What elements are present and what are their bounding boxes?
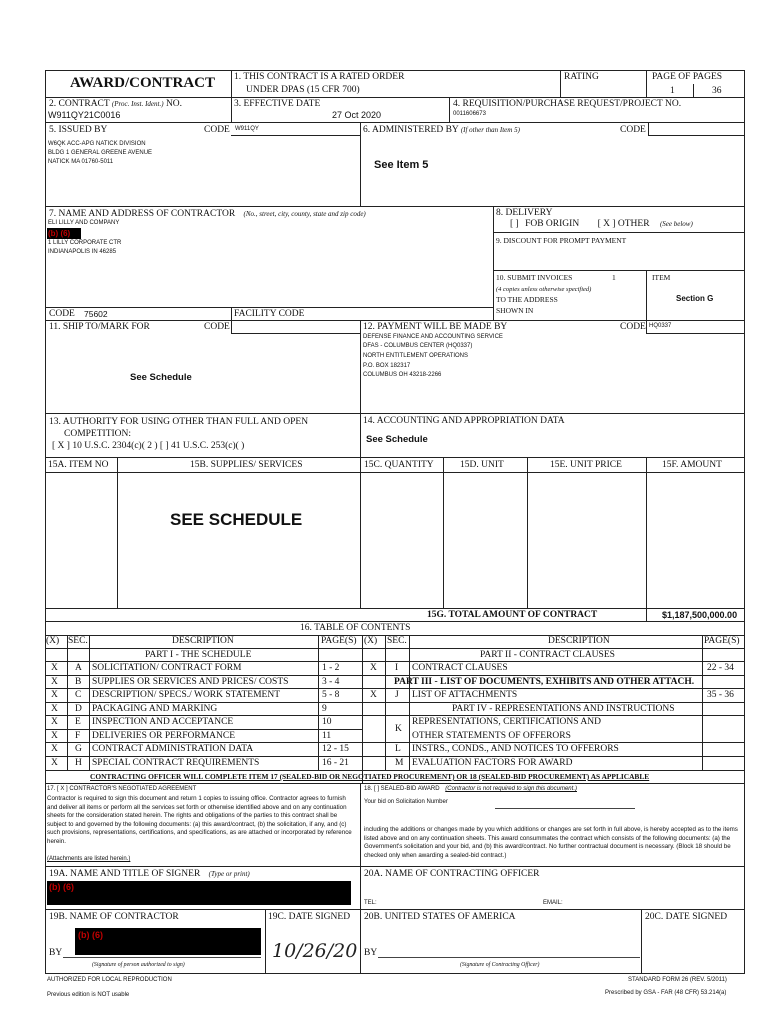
officer-banner: CONTRACTING OFFICER WILL COMPLETE ITEM 17 (SEALED-BID OR NEGOTIATED PROCUREMENT) OR 18 (SEALED-BID PROCUREMENT) AS APPLICABLE	[90, 772, 650, 781]
toc-hdr-x-left: (X)	[46, 636, 60, 646]
toc-row-x: X	[51, 677, 58, 687]
accounting-label: 14. ACCOUNTING AND APPROPRIATION DATA	[363, 416, 565, 426]
ship-to-label: 11. SHIP TO/MARK FOR	[49, 322, 150, 332]
contractor-address-2: INDIANAPOLIS IN 46285	[48, 249, 117, 255]
toc-hdr-x-right: (X)	[364, 636, 378, 646]
toc-i-x: X	[370, 663, 377, 673]
item-17-heading: 17. [ X ] CONTRACTOR'S NEGOTIATED AGREEMENT	[47, 786, 197, 792]
authority-label-2: COMPETITION:	[64, 429, 132, 439]
other-italic: (See below)	[659, 220, 693, 228]
payment-address-4: P.O. BOX 182317	[363, 363, 411, 369]
footer-reproduction: AUTHORIZED FOR LOCAL REPRODUCTION	[47, 977, 172, 983]
contract-no-label-text: 2. CONTRACT	[49, 99, 110, 109]
toc-title: 16. TABLE OF CONTENTS	[300, 623, 411, 633]
toc-row-x: X	[51, 758, 58, 768]
toc-row-sec: C	[75, 690, 82, 700]
toc-j-sec: J	[395, 690, 399, 700]
contractor-code-label: CODE	[49, 309, 75, 319]
toc-j-desc: LIST OF ATTACHMENTS	[412, 690, 518, 700]
issued-by-address-3: NATICK MA 01760-5011	[48, 159, 114, 165]
contractor-code: 75602	[84, 309, 108, 319]
ship-to-value: See Schedule	[130, 372, 192, 383]
toc-row-pages: 1 - 2	[322, 663, 340, 673]
toc-row-pages: 11	[322, 731, 332, 741]
issued-by-address-2: BLDG 1 GENERAL GREENE AVENUE	[48, 150, 153, 156]
officer-email-label: EMAIL:	[543, 900, 563, 906]
toc-row-pages: 9	[322, 704, 327, 714]
payment-code-label: CODE	[620, 322, 646, 332]
toc-row-desc: SPECIAL CONTRACT REQUIREMENTS	[92, 758, 260, 768]
administered-by-label-text: 6. ADMINISTERED BY	[363, 125, 459, 135]
submit-invoices-label: 10. SUBMIT INVOICES	[496, 273, 573, 282]
toc-row-pages: 5 - 8	[322, 690, 340, 700]
payment-address-5: COLUMBUS OH 43218-2266	[363, 372, 442, 378]
form-title: AWARD/CONTRACT	[70, 75, 216, 91]
toc-m-sec: M	[395, 758, 404, 768]
col-unit-price: 15E. UNIT PRICE	[550, 460, 622, 470]
contractor-name: ELI LILLY AND COMPANY	[48, 220, 120, 226]
contractor-redaction-label: (b) (6)	[48, 229, 71, 238]
contractor-label-italic: (No., street, city, county, state and zip code)	[243, 210, 366, 218]
fob-origin-checkbox[interactable]: [ ]	[510, 219, 519, 229]
signer-19a-italic: (Type or print)	[208, 870, 250, 878]
toc-row-pages: 10	[322, 717, 332, 727]
toc-k-sec: K	[395, 724, 402, 734]
toc-hdr-pages-right: PAGE(S)	[704, 636, 740, 646]
ship-to-code-label: CODE	[204, 322, 230, 332]
toc-row-desc: CONTRACT ADMINISTRATION DATA	[92, 744, 254, 754]
rating-label: RATING	[564, 72, 599, 82]
delivery-label: 8. DELIVERY	[496, 208, 553, 218]
administered-by-value: See Item 5	[374, 159, 429, 171]
toc-m-desc: EVALUATION FACTORS FOR AWARD	[412, 758, 573, 768]
delivery-options	[510, 219, 693, 229]
facility-code-label: FACILITY CODE	[234, 309, 305, 319]
col-item-no: 15A. ITEM NO	[48, 460, 109, 470]
signer-19a-redaction-label: (b) (6)	[49, 882, 74, 892]
col-amount: 15F. AMOUNT	[662, 460, 722, 470]
officer-tel-label: TEL:	[364, 900, 377, 906]
toc-row-desc: PACKAGING AND MARKING	[92, 704, 218, 714]
toc-part-4: PART IV - REPRESENTATIONS AND INSTRUCTIONS	[452, 704, 675, 714]
toc-hdr-pages-left: PAGE(S)	[321, 636, 357, 646]
toc-i-sec: I	[395, 663, 399, 673]
authority-label: 13. AUTHORITY FOR USING OTHER THAN FULL AND OPEN	[49, 417, 309, 427]
see-schedule-body: SEE SCHEDULE	[170, 510, 303, 529]
contract-no-label-italic: (Proc. Inst. Ident.)	[111, 100, 164, 108]
toc-part-1: PART I - THE SCHEDULE	[145, 650, 252, 660]
col-supplies: 15B. SUPPLIES/ SERVICES	[190, 460, 303, 470]
toc-j-pages: 35 - 36	[707, 690, 734, 700]
fob-origin-label: FOB ORIGIN	[525, 219, 580, 229]
signer-19a-redaction	[47, 881, 351, 905]
contractor-signature-caption: (Signature of person authorized to sign)	[92, 962, 185, 968]
item-17-attachments: (Attachments are listed herein.)	[47, 856, 131, 862]
toc-j-x: X	[370, 690, 377, 700]
contractor-label	[49, 209, 366, 219]
signer-19a-label-text: 19A. NAME AND TITLE OF SIGNER	[49, 869, 201, 879]
officer-signature-caption: (Signature of Contracting Officer)	[460, 962, 540, 968]
payment-address-3: NORTH ENTITLEMENT OPERATIONS	[363, 353, 469, 359]
col-quantity: 15C. QUANTITY	[364, 460, 434, 470]
toc-hdr-desc-right: DESCRIPTION	[548, 636, 610, 646]
toc-row-x: X	[51, 690, 58, 700]
toc-row-desc: SUPPLIES OR SERVICES AND PRICES/ COSTS	[92, 677, 289, 687]
item-17-text: Contractor is required to sign this document and return 1 copies to issuing office. Contractor agrees to furnish and deliver all items or perform all the services set forth or otherwise identified above and on any continuation sheets for the consideration stated herein. The rights and obligations of the parties to this contract shall be subject to and governed by the following documents: (a) this award/contract, (b) the solicitation, if any, and (c) such provisions, representations, certifications, and specifications, as are attached or incorporated by reference herein.	[47, 795, 352, 845]
toc-row-sec: A	[75, 663, 82, 673]
toc-row-sec: E	[75, 717, 81, 727]
item-value: Section G	[676, 294, 714, 303]
toc-row-sec: B	[75, 677, 82, 687]
toc-i-pages: 22 - 34	[707, 663, 734, 673]
toc-row-desc: INSPECTION AND ACCEPTANCE	[92, 717, 234, 727]
dpas-label: UNDER DPAS (15 CFR 700)	[246, 85, 360, 95]
submit-invoices-italic: (4 copies unless otherwise specified)	[496, 286, 592, 293]
effective-date-label: 3. EFFECTIVE DATE	[234, 99, 321, 109]
contract-no-label-suffix: NO.	[165, 99, 183, 109]
footer-form-number: STANDARD FORM 26 (REV. 5/2011)	[628, 977, 727, 983]
discount-label: 9. DISCOUNT FOR PROMPT PAYMENT	[496, 236, 627, 245]
payment-address-2: DFAS - COLUMBUS CENTER (HQ0337)	[363, 343, 473, 349]
requisition-number: 0011606673	[453, 111, 486, 117]
col-unit: 15D. UNIT	[460, 460, 504, 470]
toc-k-desc-1: REPRESENTATIONS, CERTIFICATIONS AND	[412, 717, 601, 727]
toc-row-desc: DELIVERIES OR PERFORMANCE	[92, 731, 236, 741]
toc-part-2: PART II - CONTRACT CLAUSES	[480, 650, 615, 660]
toc-i-desc: CONTRACT CLAUSES	[412, 663, 508, 673]
issued-by-address-1: W6QK ACC-APG NATICK DIVISION	[48, 141, 146, 147]
toc-part-3: PART III - LIST OF DOCUMENTS, EXHIBITS AND OTHER ATTACH.	[394, 677, 695, 687]
item-18-text: including the additions or changes made by you which additions or changes are set forth in full above, is hereby accepted as to the items listed above and on any continuation sheets. This award consummates the contract which consists of the following documents: (a) the Government's solicitation and your bid, and (b) this award/contract. No further contractual document is necessary. (Block 18 should be checked only when awarding a sealed-bid contract.)	[364, 826, 738, 859]
date-19c-label: 19C. DATE SIGNED	[268, 912, 351, 922]
toc-l-sec: L	[395, 744, 401, 754]
toc-row-sec: H	[75, 758, 82, 768]
page-count: 36	[712, 86, 722, 96]
administered-by-italic: (If other than Item 5)	[460, 126, 520, 134]
toc-hdr-sec-right: SEC.	[387, 636, 407, 646]
issued-by-code: W911QY	[235, 126, 259, 132]
toc-row-x: X	[51, 717, 58, 727]
administered-by-label	[363, 125, 520, 135]
issued-by-code-label: CODE	[204, 125, 230, 135]
contractor-label-text: 7. NAME AND ADDRESS OF CONTRACTOR	[49, 209, 236, 219]
toc-k-desc-2: OTHER STATEMENTS OF OFFERORS	[412, 731, 571, 741]
contractor-19b-label: 19B. NAME OF CONTRACTOR	[49, 912, 179, 922]
toc-row-x: X	[51, 731, 58, 741]
requisition-label: 4. REQUISITION/PURCHASE REQUEST/PROJECT NO.	[453, 99, 682, 109]
usa-20b-label: 20B. UNITED STATES OF AMERICA	[364, 912, 516, 922]
toc-row-desc: SOLICITATION/ CONTRACT FORM	[92, 663, 242, 673]
toc-row-pages: 16 - 21	[322, 758, 349, 768]
toc-row-pages: 12 - 15	[322, 744, 349, 754]
toc-row-pages: 3 - 4	[322, 677, 340, 687]
date-19c-value[interactable]: 10/26/20	[272, 940, 358, 962]
toc-row-sec: D	[75, 704, 82, 714]
rated-order-label: 1. THIS CONTRACT IS A RATED ORDER	[234, 72, 405, 82]
administered-code-label: CODE	[620, 125, 646, 135]
by-label-officer: BY	[364, 948, 378, 958]
signer-19a-label	[49, 869, 250, 879]
page-of-pages-label: PAGE OF PAGES	[652, 72, 723, 82]
officer-20a-label: 20A. NAME OF CONTRACTING OFFICER	[364, 869, 540, 879]
toc-row-sec: G	[75, 744, 82, 754]
footer-previous-edition: Previous edition is NOT usable	[47, 992, 130, 998]
item-18-heading	[364, 786, 577, 792]
page-number: 1	[670, 86, 675, 96]
toc-row-desc: DESCRIPTION/ SPECS./ WORK STATEMENT	[92, 690, 281, 700]
item-18-italic: (Contractor is not required to sign this document.)	[445, 786, 577, 792]
footer-prescribed: Prescribed by GSA - FAR (48 CFR) 53.214(a)	[605, 990, 727, 996]
contract-number: W911QY21C0016	[48, 110, 121, 120]
other-label: OTHER	[617, 219, 650, 229]
date-20c-label: 20C. DATE SIGNED	[645, 912, 728, 922]
submit-invoices-copies: 1	[612, 273, 616, 282]
payment-address-1: DEFENSE FINANCE AND ACCOUNTING SERVICE	[363, 334, 503, 340]
item-18-bid: Your bid on Solicitation Number	[364, 799, 448, 805]
toc-row-x: X	[51, 663, 58, 673]
toc-hdr-desc-left: DESCRIPTION	[172, 636, 234, 646]
toc-row-x: X	[51, 744, 58, 754]
by-label-contractor: BY	[49, 948, 63, 958]
other-checkbox[interactable]: [ X ]	[597, 219, 616, 229]
signer-19b-redaction-label: (b) (6)	[78, 930, 103, 940]
authority-statute: [ X ] 10 U.S.C. 2304(c)( 2 ) [ ] 41 U.S.C. 253(c)( )	[52, 441, 245, 451]
submit-invoices-shown: SHOWN IN	[496, 306, 534, 315]
effective-date: 27 Oct 2020	[332, 110, 382, 120]
contractor-address-1: 1 LILLY CORPORATE CTR	[48, 240, 122, 246]
submit-invoices-address: TO THE ADDRESS	[496, 295, 558, 304]
issued-by-label: 5. ISSUED BY	[49, 125, 108, 135]
toc-row-sec: F	[75, 731, 81, 741]
contract-no-label	[49, 99, 182, 109]
item-18-heading-text: 18. [ ] SEALED-BID AWARD	[364, 786, 440, 792]
toc-l-desc: INSTRS., CONDS., AND NOTICES TO OFFERORS	[412, 744, 619, 754]
payment-code: HQ0337	[649, 323, 672, 329]
toc-row-x: X	[51, 704, 58, 714]
total-label: 15G. TOTAL AMOUNT OF CONTRACT	[427, 610, 598, 620]
accounting-value: See Schedule	[366, 434, 428, 445]
payment-label: 12. PAYMENT WILL BE MADE BY	[363, 322, 508, 332]
item-label: ITEM	[652, 273, 671, 282]
toc-hdr-sec-left: SEC.	[68, 636, 88, 646]
total-value: $1,187,500,000.00	[662, 610, 738, 620]
